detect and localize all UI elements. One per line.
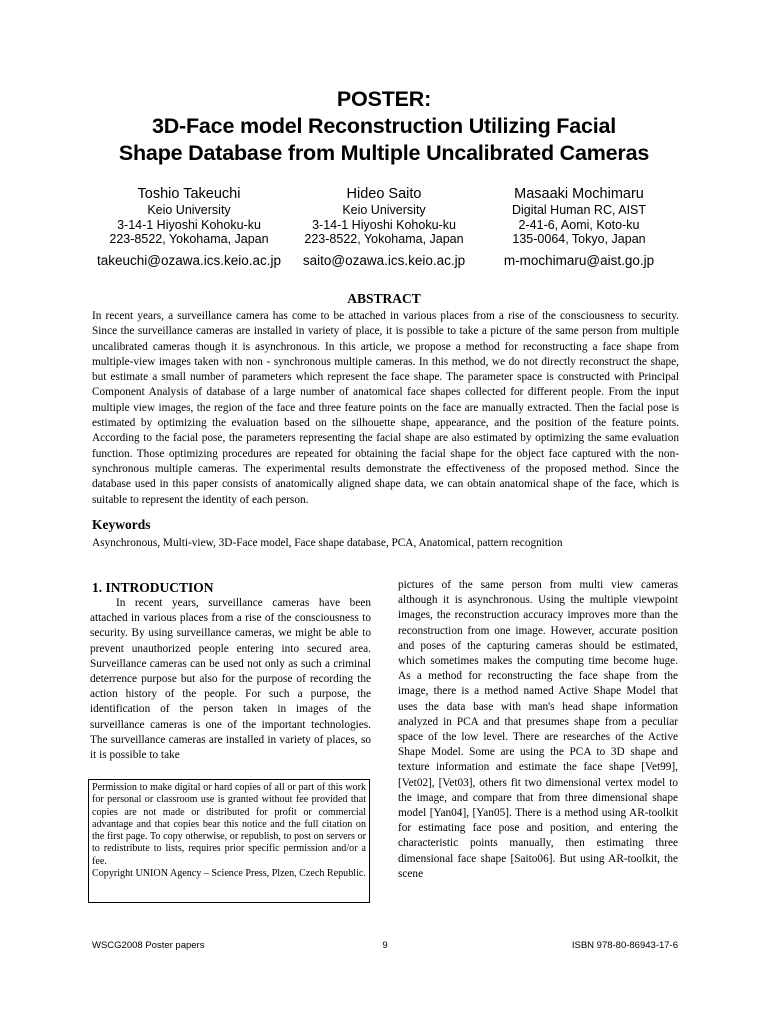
author-address-line-1: 3-14-1 Hiyoshi Kohoku-ku — [117, 217, 261, 232]
title-line-2: 3D-Face model Reconstruction Utilizing Facial — [151, 114, 617, 138]
author-affiliation: Keio University — [342, 203, 426, 217]
abstract-heading: ABSTRACT — [347, 291, 421, 306]
abstract-body: In recent years, a surveillance camera has come to be attached in various places from a rise of the consciousness to security. Since the surveillance cameras are installed in variety of place, it is possible to take a picture of the same person from multiple uncalibrated cameras though it is asynchronous. In this article, we propose a method for reconstructing a face shape from multiple-view images taken with non - synchronous multiple cameras. In this method, we do not directly reconstruct the shape, but estimate a small number of parameters which represent the face shape. The parameter space is constructed with Principal Component Analysis of database of a large number of anatomical face shapes collected for different people. From the input multiple view images, the region of the face and three feature points on the face are manually extracted. Then the facial pose is estimated by optimizing the evaluation based on the silhouette shape, appearance, and the position of the feature points. According to the facial pose, the parameters representing the facial shape are also estimated by optimizing the same evaluation function. Those optimizing procedures are repeated for obtaining the facial shape for the object face captured with the non-synchronous multiple cameras. The experimental results demonstrate the effectiveness of the proposed method. Since the database used in this paper consists of anatomically aligned shape data, we can obtain anatomical shape of the face, which is suitable to represent the identity of each person. — [92, 310, 679, 506]
title-line-1: POSTER: — [336, 87, 432, 111]
author-name: Toshio Takeuchi — [137, 186, 241, 202]
author-email: m-mochimaru@aist.go.jp — [503, 252, 655, 268]
author-name: Hideo Saito — [346, 186, 422, 202]
title-line-3: Shape Database from Multiple Uncalibrated Cameras — [118, 141, 650, 165]
author-address-line-1: 2-41-6, Aomi, Koto-ku — [518, 217, 640, 232]
page-number: 9 — [382, 940, 388, 951]
author-address-line-2: 135-0064, Tokyo, Japan — [512, 232, 646, 246]
copyright-text: Copyright UNION Agency – Science Press, Plzen, Czech Republic. — [92, 868, 366, 880]
permission-text: Permission to make digital or hard copies of all or part of this work for personal or classroom use is granted without fee provided that copies are not made or distributed for profit or commercial advantage and that copies bear this notice and the full citation on the first page. To copy otherwise, or republish, to post on servers or to redistribute to lists, requires prior specific permission and/or a fee. — [92, 782, 366, 867]
footer-isbn: ISBN 978-80-86943-17-6 — [571, 940, 678, 951]
permission-notice-box — [88, 779, 370, 903]
author-address-line-2: 223-8522, Yokohama, Japan — [304, 232, 464, 246]
author-name: Masaaki Mochimaru — [514, 186, 644, 202]
keywords-text: Asynchronous, Multi-view, 3D-Face model, Face shape database, PCA, Anatomical, pattern recognition — [92, 537, 563, 549]
introduction-heading: 1. INTRODUCTION — [92, 580, 214, 595]
author-affiliation: Digital Human RC, AIST — [511, 203, 647, 217]
author-address-line-2: 223-8522, Yokohama, Japan — [109, 232, 269, 246]
paper-title — [0, 86, 768, 167]
author-email: takeuchi@ozawa.ics.keio.ac.jp — [96, 252, 282, 268]
author-block-3 — [459, 186, 699, 269]
footer-proceedings: WSCG2008 Poster papers — [92, 940, 205, 951]
page-footer — [92, 940, 678, 954]
keywords-heading: Keywords — [92, 517, 151, 532]
introduction-right-column: pictures of the same person from multi view cameras although it is asynchronous. Using the multiple viewpoint images, the reconstruction accuracy improves more than the reconstruction from one image. However, accurate position and poses of the capturing cameras should be estimated, which sometimes makes the computing time become huge. As a method for reconstructing the face shape from the image, there is a method named Active Shape Model that uses the data base with man's head shape information analyzed in PCA and that presumes shape from a peculiar space of the low level. There are researches of the Active Shape Model. Some are using the PCA to 3D shape and texture information and estimate the face shape [Vet99], [Vet02], [Vet03], others fit two dimensional vertex model to the image, and compare that from three dimensional shape model [Yan04], [Yan05]. There is a method using AR-toolkit for estimating face pose and position, and entering the characteristic points manually, then estimating three dimensional face shape [Saito06]. But using AR-toolkit, the scene — [398, 579, 678, 880]
author-affiliation: Keio University — [147, 203, 231, 217]
introduction-left-column: In recent years, surveillance cameras have been attached in various places from a rise of the consciousness to security. By using surveillance cameras, we might be able to prevent unauthorized people entering into secured area. Surveillance cameras can be used not only as such a criminal deterrence purpose but also for the purpose of recording the action history of the people. For such a purpose, the identification of the person taken in images of the surveillance cameras is one of the important technologies. The surveillance cameras are installed in variety of places, so it is possible to take — [90, 597, 371, 762]
author-email: saito@ozawa.ics.keio.ac.jp — [302, 252, 466, 268]
author-address-line-1: 3-14-1 Hiyoshi Kohoku-ku — [312, 217, 456, 232]
